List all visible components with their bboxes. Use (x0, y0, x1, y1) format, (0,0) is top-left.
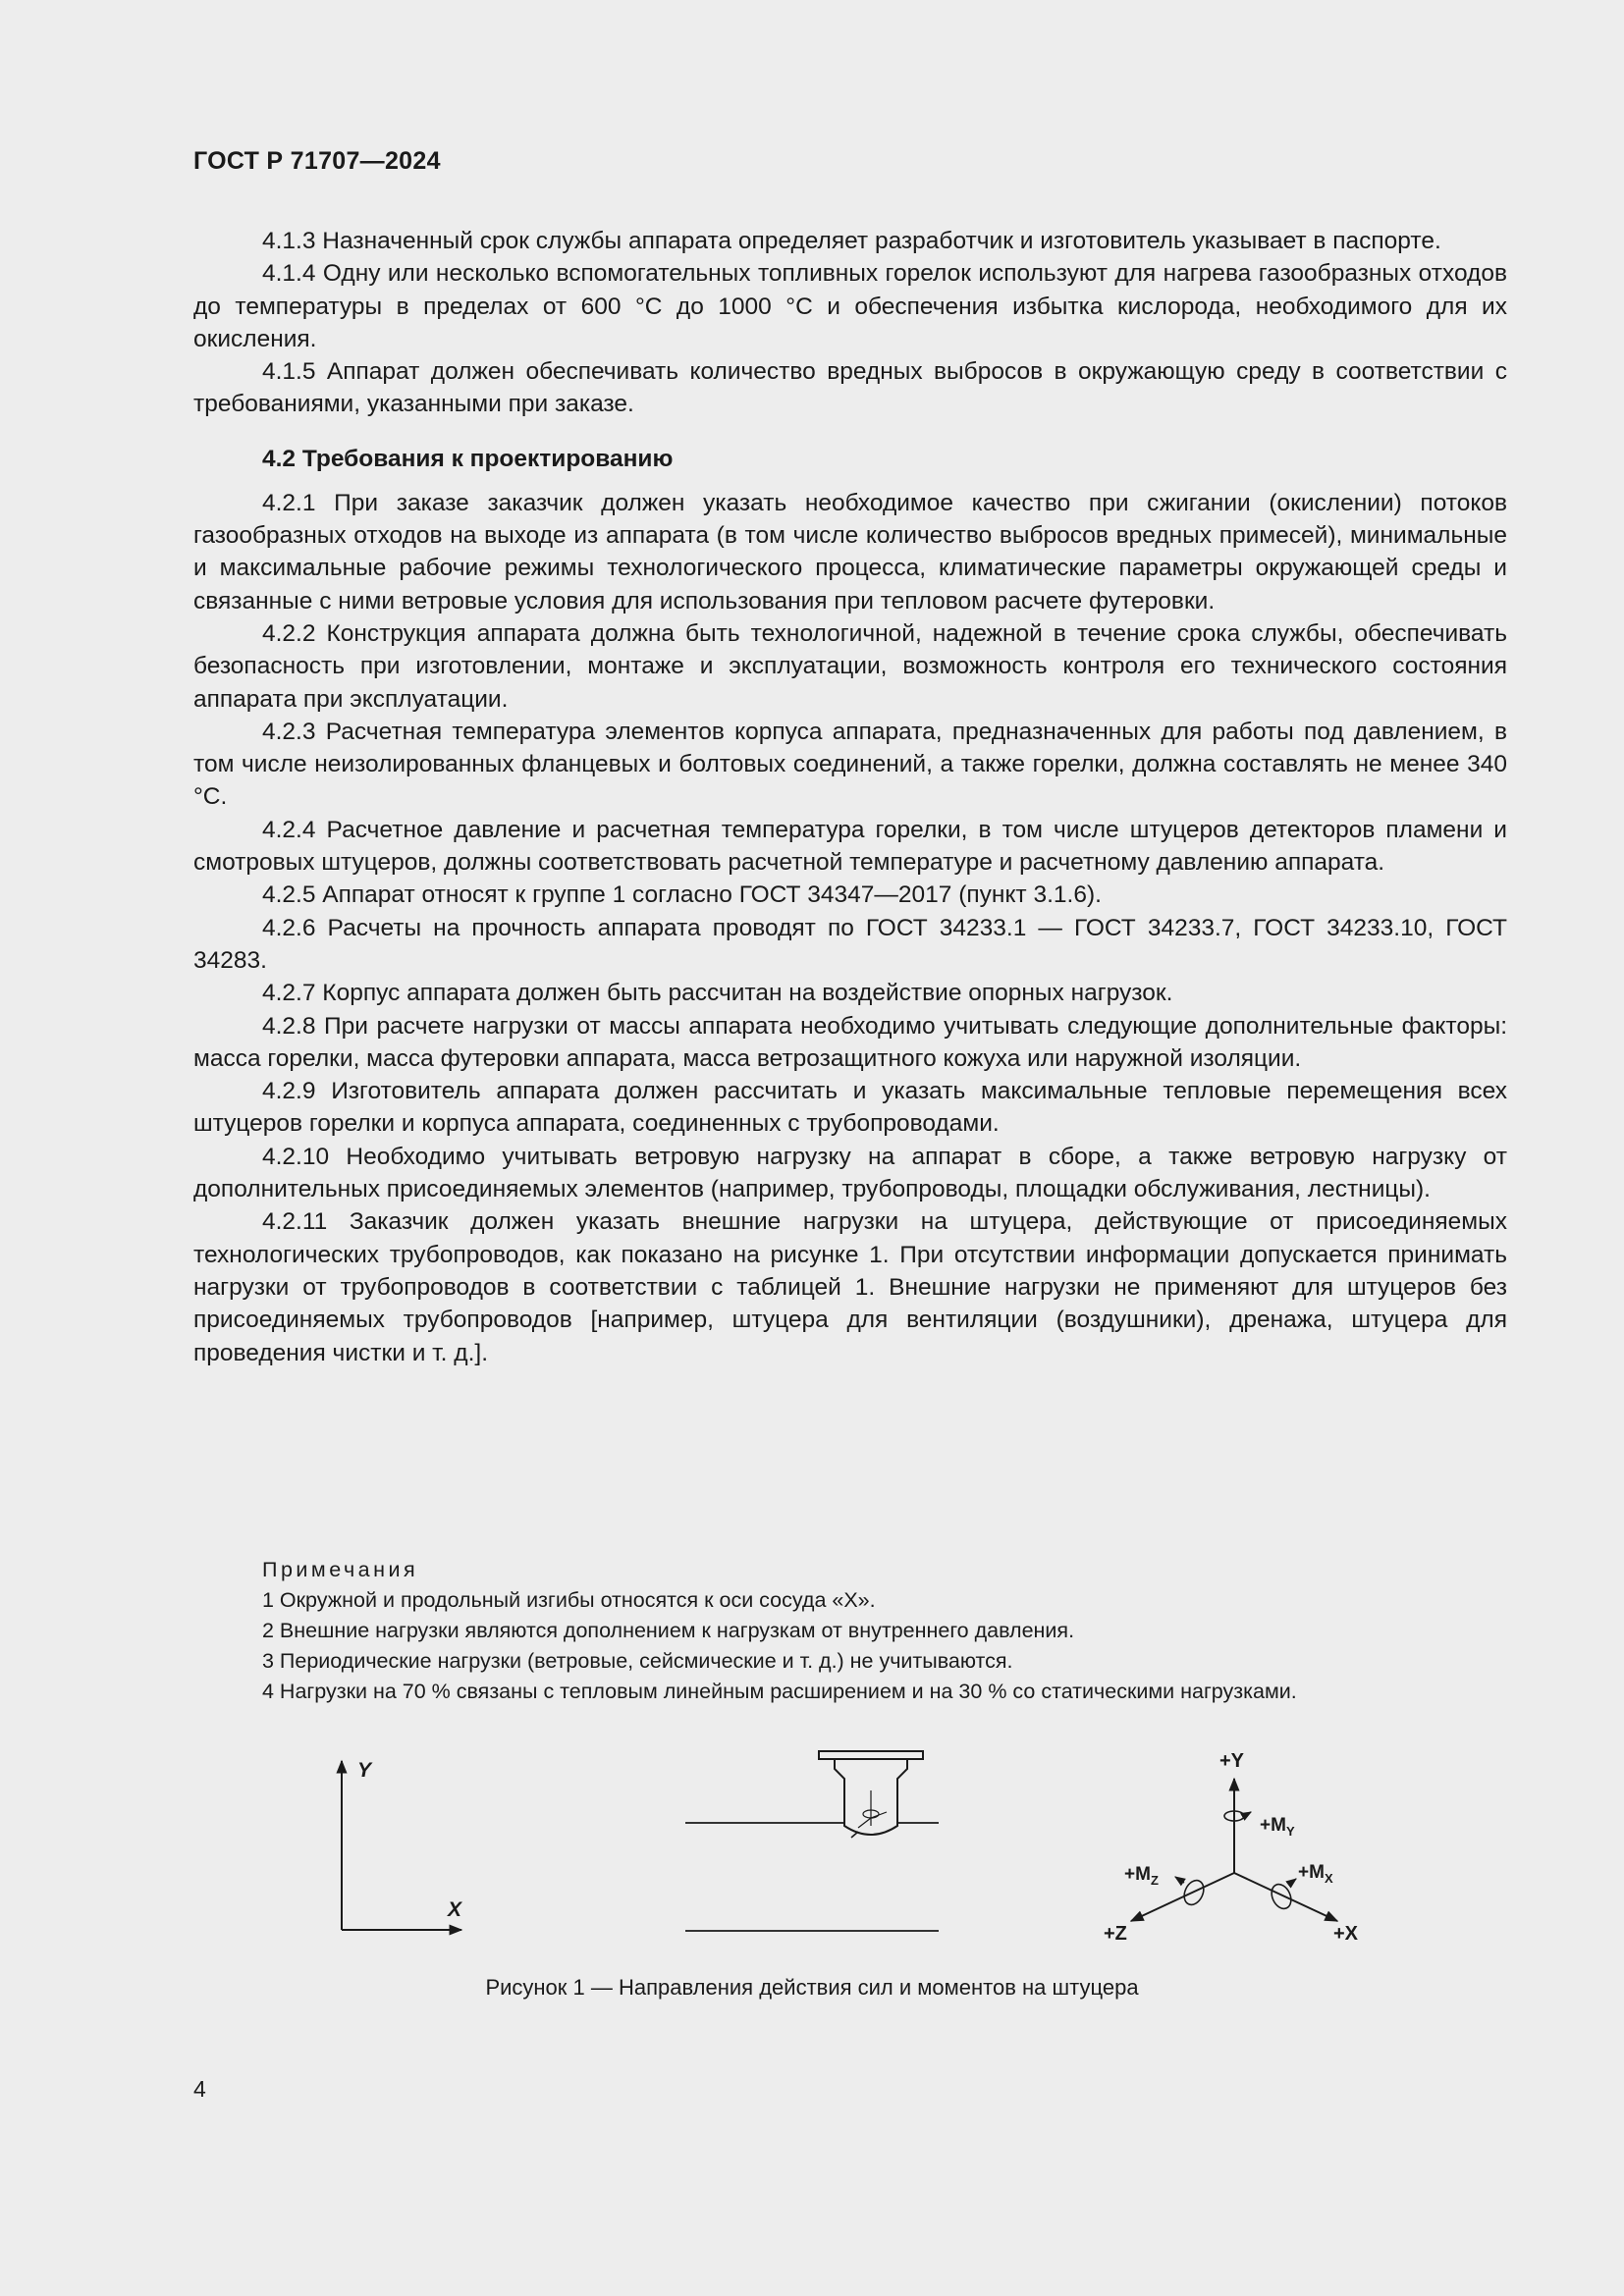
plus-z-label: +Z (1104, 1923, 1127, 1945)
note-item-3: 3 Периодические нагрузки (ветровые, сейсмические и т. д.) не учитываются. (262, 1649, 1013, 1673)
section-heading-4-2: 4.2 Требования к проектированию (262, 445, 674, 472)
paragraph-4-2-4: 4.2.4 Расчетное давление и расчетная температура горелки, в том числе штуцеров детекторов пламени и смотровых штуцеров, должны соответствовать расчетной температуре и расчетному давлению аппарата. (193, 816, 1507, 877)
x-axis-label: X (448, 1898, 462, 1921)
note-item-4: 4 Нагрузки на 70 % связаны с тепловым линейным расширением и на 30 % со статическими нагрузками. (262, 1680, 1297, 1703)
plus-mz-label: $+M_Z$ (1124, 1864, 1159, 1888)
paragraph-4-2-3: 4.2.3 Расчетная температура элементов корпуса аппарата, предназначенных для работы под давлением, в том числе неизолированных фланцевых и болтовых соединений, а также горелки, должна составлять не менее 340 °С. (193, 718, 1507, 811)
figure-1-drawing (0, 1728, 1624, 1963)
plus-y-label: +Y (1219, 1750, 1245, 1772)
nozzle-z-tick (858, 1818, 871, 1828)
y-axis-label: Y (357, 1759, 372, 1782)
plus-my-label: $+M_Y$ (1260, 1815, 1295, 1839)
plus-mx-label: $+M_X$ (1298, 1862, 1333, 1886)
page-number: 4 (193, 2076, 206, 2102)
paragraph-4-2-6: 4.2.6 Расчеты на прочность аппарата проводят по ГОСТ 34233.1 — ГОСТ 34233.7, ГОСТ 34233.10, ГОСТ 34283. (193, 914, 1507, 974)
figure-1 (0, 1728, 1624, 1963)
document-body (193, 225, 1507, 1369)
notes-block (262, 1555, 1507, 1707)
moment-z-arrowhead (1175, 1877, 1184, 1883)
nozzle-flange (819, 1751, 923, 1759)
paragraph-4-2-2: 4.2.2 Конструкция аппарата должна быть технологичной, надежной в течение срока службы, обеспечивать безопасность при изготовлении, монтаже и эксплуатации, возможность контроля его технического состояния аппарата при эксплуатации. (193, 619, 1507, 713)
paragraph-4-1-4: 4.1.4 Одну или несколько вспомогательных топливных горелок используют для нагрева газообразных отходов до температуры в пределах от 600 °С до 1000 °С и обеспечения избытка кислорода, необходимого для их окисления. (193, 260, 1507, 352)
paragraph-4-2-9: 4.2.9 Изготовитель аппарата должен рассчитать и указать максимальные тепловые перемещения всех штуцеров горелки и корпуса аппарата, соединенных с трубопроводами. (193, 1078, 1507, 1138)
paragraph-4-1-5: 4.1.5 Аппарат должен обеспечивать количество вредных выбросов в окружающую среду в соответствии с требованиями, указанными при заказе. (193, 358, 1507, 418)
note-item-1: 1 Окружной и продольный изгибы относятся к оси сосуда «Х». (262, 1588, 876, 1612)
paragraph-4-2-11: 4.2.11 Заказчик должен указать внешние нагрузки на штуцера, действующие от присоединяемых технологических трубопроводов, как показано на рисунке 1. При отсутствии информации допускается принимать нагрузки от трубопроводов в соответствии с таблицей 1. Внешние нагрузки не применяют для штуцеров без присоединяемых трубопроводов [например, штуцера для вентиляции (воздушники), дренажа, штуцера для проведения чистки и т. д.]. (193, 1208, 1507, 1366)
paragraph-4-2-7: 4.2.7 Корпус аппарата должен быть рассчитан на воздействие опорных нагрузок. (262, 980, 1173, 1007)
moment-x-arrowhead (1288, 1879, 1296, 1885)
xy-axes-diagram (342, 1759, 463, 1930)
figure-caption: Рисунок 1 — Направления действия сил и моментов на штуцера (485, 1975, 1139, 2000)
moment-y-arrowhead (1244, 1812, 1251, 1816)
moment-x-loop (1268, 1881, 1294, 1911)
nozzle-weld-mark (851, 1832, 858, 1838)
notes-title: Примечания (262, 1558, 419, 1581)
paragraph-4-2-8: 4.2.8 При расчете нагрузки от массы аппарата необходимо учитывать следующие дополнительные факторы: масса горелки, масса футеровки аппарата, масса ветрозащитного кожуха или наружной изоляции. (193, 1012, 1507, 1072)
nozzle-diagram (685, 1751, 939, 1931)
paragraph-4-2-1: 4.2.1 При заказе заказчик должен указать необходимое качество при сжигании (окислении) потоков газообразных отходов на выходе из аппарата (в том числе количество выбросов вредных примесей), минимальные и максимальные рабочие режимы технологического процесса, климатические параметры окружающей среды и связанные с ними ветровые условия для использования при тепловом расчете футеровки. (193, 489, 1507, 614)
paragraph-4-2-5: 4.2.5 Аппарат относят к группе 1 согласно ГОСТ 34347—2017 (пункт 3.1.6). (262, 881, 1102, 909)
plus-x-label: +X (1333, 1923, 1359, 1945)
note-item-2: 2 Внешние нагрузки являются дополнением к нагрузкам от внутреннего давления. (262, 1619, 1075, 1642)
force-moment-triad (1104, 1750, 1359, 1945)
paragraph-4-2-10: 4.2.10 Необходимо учитывать ветровую нагрузку на аппарат в сборе, а также ветровую нагрузку от дополнительных присоединяемых элементов (например, трубопроводы, площадки обслуживания, лестницы). (193, 1143, 1507, 1203)
paragraph-4-1-3: 4.1.3 Назначенный срок службы аппарата определяет разработчик и изготовитель указывает в паспорте. (262, 228, 1441, 254)
document-code-header: ГОСТ Р 71707—2024 (193, 147, 441, 175)
